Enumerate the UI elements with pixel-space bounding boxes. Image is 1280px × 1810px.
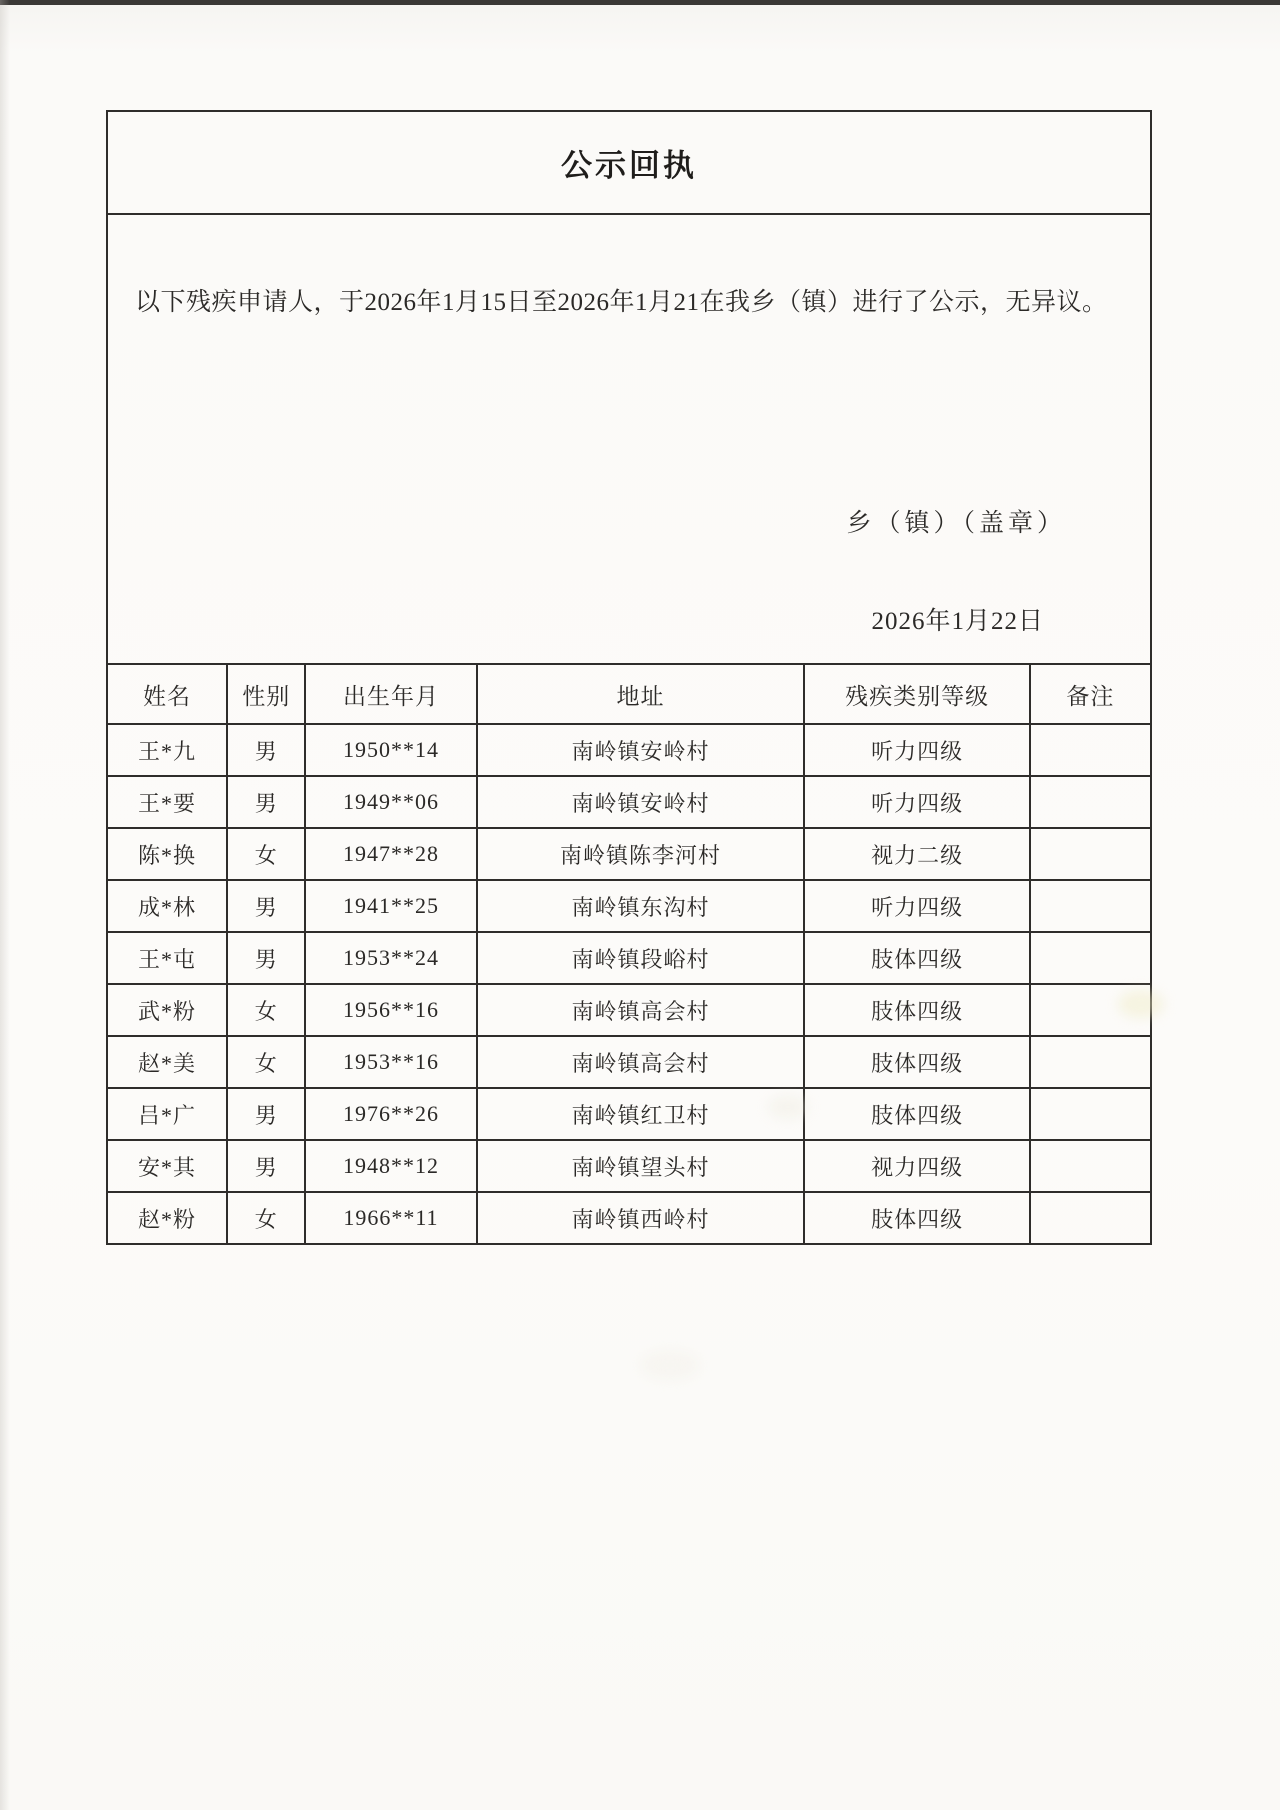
table-cell: 肢体四级 xyxy=(804,1088,1030,1140)
table-cell: 肢体四级 xyxy=(804,984,1030,1036)
table-cell: 南岭镇东沟村 xyxy=(477,880,805,932)
table-cell: 男 xyxy=(227,776,305,828)
table-row xyxy=(107,1192,1151,1244)
table-cell: 肢体四级 xyxy=(804,932,1030,984)
column-header: 姓名 xyxy=(107,664,227,724)
table-cell xyxy=(1030,724,1151,776)
table-cell: 王*屯 xyxy=(107,932,227,984)
table-cell: 视力四级 xyxy=(804,1140,1030,1192)
table-cell: 女 xyxy=(227,1036,305,1088)
body-section xyxy=(108,215,1150,663)
table-row xyxy=(107,880,1151,932)
table-row xyxy=(107,724,1151,776)
table-cell xyxy=(1030,984,1151,1036)
table-cell: 1966**11 xyxy=(305,1192,476,1244)
table-cell: 1953**16 xyxy=(305,1036,476,1088)
table-cell: 安*其 xyxy=(107,1140,227,1192)
table-cell xyxy=(1030,1088,1151,1140)
table-cell: 肢体四级 xyxy=(804,1192,1030,1244)
table-cell xyxy=(1030,828,1151,880)
table-cell xyxy=(1030,1140,1151,1192)
column-header: 残疾类别等级 xyxy=(804,664,1030,724)
table-cell: 听力四级 xyxy=(804,776,1030,828)
column-header: 性别 xyxy=(227,664,305,724)
table-cell: 女 xyxy=(227,984,305,1036)
table-cell: 男 xyxy=(227,724,305,776)
table-cell: 陈*换 xyxy=(107,828,227,880)
table-row xyxy=(107,1140,1151,1192)
table-cell: 南岭镇安岭村 xyxy=(477,776,805,828)
table-cell: 1948**12 xyxy=(305,1140,476,1192)
table-cell: 1976**26 xyxy=(305,1088,476,1140)
notice-receipt-form xyxy=(106,110,1152,1245)
table-cell: 听力四级 xyxy=(804,724,1030,776)
scan-smudge xyxy=(640,1350,700,1380)
column-header: 备注 xyxy=(1030,664,1151,724)
table-cell: 赵*粉 xyxy=(107,1192,227,1244)
table-cell: 听力四级 xyxy=(804,880,1030,932)
table-cell: 武*粉 xyxy=(107,984,227,1036)
table-cell: 南岭镇陈李河村 xyxy=(477,828,805,880)
table-cell xyxy=(1030,776,1151,828)
table-cell: 视力二级 xyxy=(804,828,1030,880)
table-cell: 肢体四级 xyxy=(804,1036,1030,1088)
table-cell: 吕*广 xyxy=(107,1088,227,1140)
table-cell: 1953**24 xyxy=(305,932,476,984)
table-cell: 南岭镇高会村 xyxy=(477,1036,805,1088)
table-cell: 男 xyxy=(227,1088,305,1140)
table-cell: 南岭镇西岭村 xyxy=(477,1192,805,1244)
table-cell: 男 xyxy=(227,1140,305,1192)
scan-edge-artifact xyxy=(0,0,1280,5)
table-cell xyxy=(1030,1036,1151,1088)
table-cell: 1950**14 xyxy=(305,724,476,776)
township-seal-label: 乡（镇）（盖章） xyxy=(846,510,1066,537)
table-cell xyxy=(1030,932,1151,984)
table-cell: 1956**16 xyxy=(305,984,476,1036)
table-header xyxy=(107,664,1151,724)
table-cell: 南岭镇高会村 xyxy=(477,984,805,1036)
column-header: 地址 xyxy=(477,664,805,724)
table-row xyxy=(107,776,1151,828)
applicants-table xyxy=(106,663,1152,1245)
table-body xyxy=(107,724,1151,1244)
table-row xyxy=(107,828,1151,880)
table-row xyxy=(107,984,1151,1036)
issue-date: 2026年1月22日 xyxy=(871,608,1044,635)
table-row xyxy=(107,1088,1151,1140)
table-cell: 王*九 xyxy=(107,724,227,776)
title-section xyxy=(108,112,1150,215)
table-cell: 南岭镇安岭村 xyxy=(477,724,805,776)
table-cell: 南岭镇望头村 xyxy=(477,1140,805,1192)
table-cell: 赵*美 xyxy=(107,1036,227,1088)
table-cell: 南岭镇红卫村 xyxy=(477,1088,805,1140)
column-header: 出生年月 xyxy=(305,664,476,724)
page-title: 公示回执 xyxy=(561,148,697,183)
table-header-row xyxy=(107,664,1151,724)
table-cell: 南岭镇段峪村 xyxy=(477,932,805,984)
table-cell: 王*要 xyxy=(107,776,227,828)
table-cell: 女 xyxy=(227,1192,305,1244)
table-cell: 1941**25 xyxy=(305,880,476,932)
table-cell: 男 xyxy=(227,932,305,984)
table-cell xyxy=(1030,880,1151,932)
table-cell: 男 xyxy=(227,880,305,932)
table-cell: 1949**06 xyxy=(305,776,476,828)
table-cell xyxy=(1030,1192,1151,1244)
table-cell: 女 xyxy=(227,828,305,880)
scan-shadow-left xyxy=(0,0,10,1810)
table-row xyxy=(107,1036,1151,1088)
table-cell: 成*林 xyxy=(107,880,227,932)
table-cell: 1947**28 xyxy=(305,828,476,880)
table-row xyxy=(107,932,1151,984)
notice-statement: 以下残疾申请人，于2026年1月15日至2026年1月21在我乡（镇）进行了公示，无异议。 xyxy=(135,289,1108,316)
